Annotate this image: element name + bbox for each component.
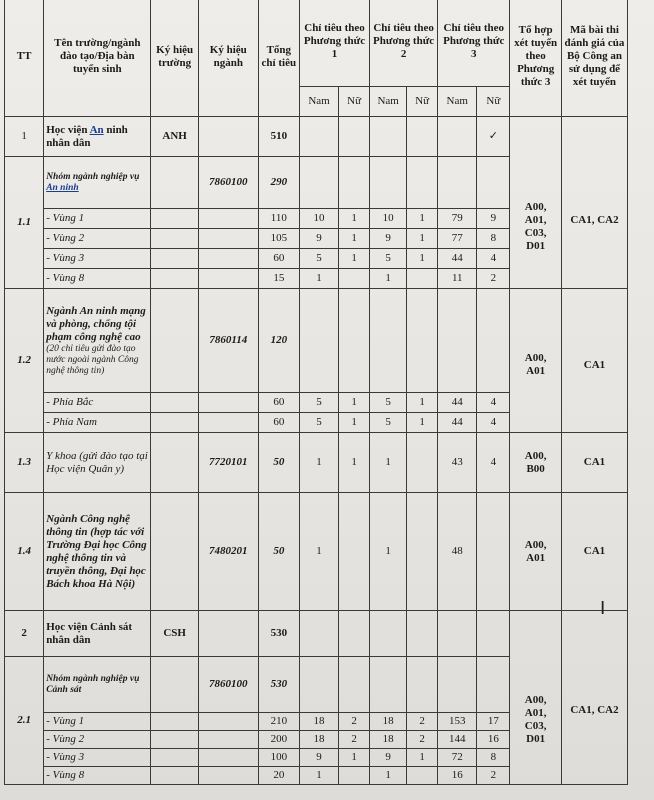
cell-value: 48 bbox=[438, 493, 477, 611]
col-header-method-2: Chỉ tiêu theo Phương thức 2 bbox=[370, 0, 438, 87]
admission-table bbox=[4, 0, 628, 785]
cell-total: 50 bbox=[258, 493, 299, 611]
col-header-exam-code: Mã bài thi đánh giá của Bộ Công an sử dụng để xét tuyển bbox=[561, 0, 627, 117]
cell-value: 1 bbox=[299, 433, 338, 493]
cell-school-code: ANH bbox=[151, 117, 198, 157]
cell-value: 1 bbox=[339, 209, 370, 229]
sub-header-nu: Nữ bbox=[407, 87, 438, 117]
cell-total: 290 bbox=[258, 157, 299, 209]
cell-name: Nhóm ngành nghiệp vụ An ninh bbox=[44, 157, 151, 209]
cell-value: 1 bbox=[370, 493, 407, 611]
cell-value: 1 bbox=[339, 749, 370, 767]
cell-value: 210 bbox=[258, 713, 299, 731]
cell-value: 18 bbox=[370, 731, 407, 749]
cell-value: 44 bbox=[438, 413, 477, 433]
col-header-combination: Tổ hợp xét tuyển theo Phương thức 3 bbox=[510, 0, 562, 117]
cell-major-code: 7480201 bbox=[198, 493, 258, 611]
col-header-total: Tổng chỉ tiêu bbox=[258, 0, 299, 117]
cell-exam-code: CA1 bbox=[561, 433, 627, 493]
cell-value: 2 bbox=[407, 713, 438, 731]
cell-value: 1 bbox=[407, 393, 438, 413]
cell-name: Ngành An ninh mạng và phòng, chống tội phạm công nghệ cao (20 chỉ tiêu gửi đào tạo nước ngoài ngành Công nghệ thông tin) bbox=[44, 289, 151, 393]
cell-value: 18 bbox=[299, 731, 338, 749]
col-header-name: Tên trường/ngành đào tạo/Địa bàn tuyển sinh bbox=[44, 0, 151, 117]
cell-value: 9 bbox=[477, 209, 510, 229]
cell-combination: A00, B00 bbox=[510, 433, 562, 493]
cell-value: 4 bbox=[477, 393, 510, 413]
sub-header-nam: Nam bbox=[438, 87, 477, 117]
cell-value: 79 bbox=[438, 209, 477, 229]
cell-school-code: CSH bbox=[151, 611, 198, 657]
cell-value: 10 bbox=[299, 209, 338, 229]
cell-tick: ✓ bbox=[477, 117, 510, 157]
cell-value: 5 bbox=[299, 249, 338, 269]
cell-value: 2 bbox=[477, 269, 510, 289]
cell-value: 144 bbox=[438, 731, 477, 749]
cell-value: 1 bbox=[339, 229, 370, 249]
cell-value: 1 bbox=[339, 249, 370, 269]
cell-tt: 2.1 bbox=[5, 657, 44, 785]
cell-value: 43 bbox=[438, 433, 477, 493]
cell-combination: A00, A01 bbox=[510, 493, 562, 611]
cell-region: - Vùng 2 bbox=[44, 731, 151, 749]
cell-major-code: 7860100 bbox=[198, 157, 258, 209]
cell-value: 2 bbox=[407, 731, 438, 749]
cell-value: 200 bbox=[258, 731, 299, 749]
cell-value: 1 bbox=[370, 767, 407, 785]
table-row bbox=[5, 493, 628, 611]
cell-region: - Vùng 1 bbox=[44, 713, 151, 731]
cell-region: - Vùng 1 bbox=[44, 209, 151, 229]
cell-value: 2 bbox=[339, 713, 370, 731]
cell-name: Ngành Công nghệ thông tin (hợp tác với Trường Đại học Công nghệ thông tin và truyền thông, Đại học Bách khoa Hà Nội) bbox=[44, 493, 151, 611]
col-header-major-code: Ký hiệu ngành bbox=[198, 0, 258, 117]
cell-name: Nhóm ngành nghiệp vụ Cảnh sát bbox=[44, 657, 151, 713]
cell-value: 1 bbox=[299, 269, 338, 289]
cell-region: - Vùng 8 bbox=[44, 269, 151, 289]
cell-exam-code: CA1, CA2 bbox=[561, 117, 627, 289]
cell-value: 1 bbox=[339, 413, 370, 433]
cell-value: 44 bbox=[438, 249, 477, 269]
cell-value: 60 bbox=[258, 249, 299, 269]
text-cursor-icon: I bbox=[600, 598, 606, 619]
cell-value: 153 bbox=[438, 713, 477, 731]
table-row bbox=[5, 611, 628, 657]
cell-value: 9 bbox=[299, 749, 338, 767]
cell-value: 16 bbox=[477, 731, 510, 749]
cell-value: 5 bbox=[370, 249, 407, 269]
cell-tt: 1.4 bbox=[5, 493, 44, 611]
table-row bbox=[5, 433, 628, 493]
cell-major-code: 7720101 bbox=[198, 433, 258, 493]
cell-major-code: 7860100 bbox=[198, 657, 258, 713]
cell-value: 8 bbox=[477, 229, 510, 249]
cell-value: 60 bbox=[258, 413, 299, 433]
cell-major-code bbox=[198, 117, 258, 157]
cell-value: 77 bbox=[438, 229, 477, 249]
col-header-method-3: Chỉ tiêu theo Phương thức 3 bbox=[438, 0, 510, 87]
sub-header-nam: Nam bbox=[299, 87, 338, 117]
cell-value: 5 bbox=[370, 413, 407, 433]
cell-total: 530 bbox=[258, 611, 299, 657]
cell-tt: 1.2 bbox=[5, 289, 44, 433]
cell-value: 1 bbox=[299, 767, 338, 785]
cell-value: 100 bbox=[258, 749, 299, 767]
cell-value: 1 bbox=[370, 433, 407, 493]
cell-value: 1 bbox=[370, 269, 407, 289]
cell-value: 1 bbox=[407, 229, 438, 249]
cell-value: 1 bbox=[407, 413, 438, 433]
cell-tt: 1.3 bbox=[5, 433, 44, 493]
table-row bbox=[5, 117, 628, 157]
cell-value: 18 bbox=[370, 713, 407, 731]
cell-tt: 2 bbox=[5, 611, 44, 657]
cell-combination: A00, A01, C03, D01 bbox=[510, 611, 562, 785]
cell-combination: A00, A01 bbox=[510, 289, 562, 433]
cell-region: - Vùng 3 bbox=[44, 249, 151, 269]
cell-value: 20 bbox=[258, 767, 299, 785]
cell-value: 17 bbox=[477, 713, 510, 731]
cell-value: 1 bbox=[299, 493, 338, 611]
cell-value: 9 bbox=[370, 229, 407, 249]
cell-region: - Phía Bắc bbox=[44, 393, 151, 413]
cell-value: 4 bbox=[477, 433, 510, 493]
cell-value: 1 bbox=[407, 209, 438, 229]
col-header-method-1: Chỉ tiêu theo Phương thức 1 bbox=[299, 0, 369, 87]
cell-total: 120 bbox=[258, 289, 299, 393]
cell-value: 2 bbox=[339, 731, 370, 749]
table-row bbox=[5, 289, 628, 393]
cell-value: 16 bbox=[438, 767, 477, 785]
cell-value: 9 bbox=[370, 749, 407, 767]
cell-exam-code: CA1 bbox=[561, 289, 627, 433]
cell-value: 110 bbox=[258, 209, 299, 229]
cell-total: 510 bbox=[258, 117, 299, 157]
cell-value: 1 bbox=[339, 393, 370, 413]
sub-header-nu: Nữ bbox=[477, 87, 510, 117]
cell-exam-code: CA1, CA2 bbox=[561, 611, 627, 785]
cell-value: 2 bbox=[477, 767, 510, 785]
cell-value: 72 bbox=[438, 749, 477, 767]
sub-header-nam: Nam bbox=[370, 87, 407, 117]
cell-exam-code: CA1 bbox=[561, 493, 627, 611]
col-header-school-code: Ký hiệu trường bbox=[151, 0, 198, 117]
cell-value: 15 bbox=[258, 269, 299, 289]
cell-value: 105 bbox=[258, 229, 299, 249]
cell-name: Học viện Cảnh sát nhân dân bbox=[44, 611, 151, 657]
cell-value: 5 bbox=[299, 413, 338, 433]
cell-combination: A00, A01, C03, D01 bbox=[510, 117, 562, 289]
cell-value: 1 bbox=[407, 249, 438, 269]
cell-value: 10 bbox=[370, 209, 407, 229]
cell-value: 18 bbox=[299, 713, 338, 731]
cell-value: 1 bbox=[407, 749, 438, 767]
cell-tt: 1 bbox=[5, 117, 44, 157]
cell-value: 11 bbox=[438, 269, 477, 289]
cell-value: 60 bbox=[258, 393, 299, 413]
cell-value: 4 bbox=[477, 249, 510, 269]
col-header-tt: TT bbox=[5, 0, 44, 117]
sub-header-nu: Nữ bbox=[339, 87, 370, 117]
cell-region: - Vùng 3 bbox=[44, 749, 151, 767]
cell-name: Học viện An ninh nhân dân bbox=[44, 117, 151, 157]
cell-name: Y khoa (gửi đào tạo tại Học viện Quân y) bbox=[44, 433, 151, 493]
cell-value: 5 bbox=[370, 393, 407, 413]
cell-value: 4 bbox=[477, 413, 510, 433]
cell-value: 8 bbox=[477, 749, 510, 767]
cell-region: - Vùng 8 bbox=[44, 767, 151, 785]
cell-value: 5 bbox=[299, 393, 338, 413]
cell-total: 50 bbox=[258, 433, 299, 493]
cell-value: 1 bbox=[339, 433, 370, 493]
cell-major-code: 7860114 bbox=[198, 289, 258, 393]
cell-region: - Phía Nam bbox=[44, 413, 151, 433]
cell-region: - Vùng 2 bbox=[44, 229, 151, 249]
cell-value: 44 bbox=[438, 393, 477, 413]
cell-tt: 1.1 bbox=[5, 157, 44, 289]
cell-value: 9 bbox=[299, 229, 338, 249]
cell-total: 530 bbox=[258, 657, 299, 713]
